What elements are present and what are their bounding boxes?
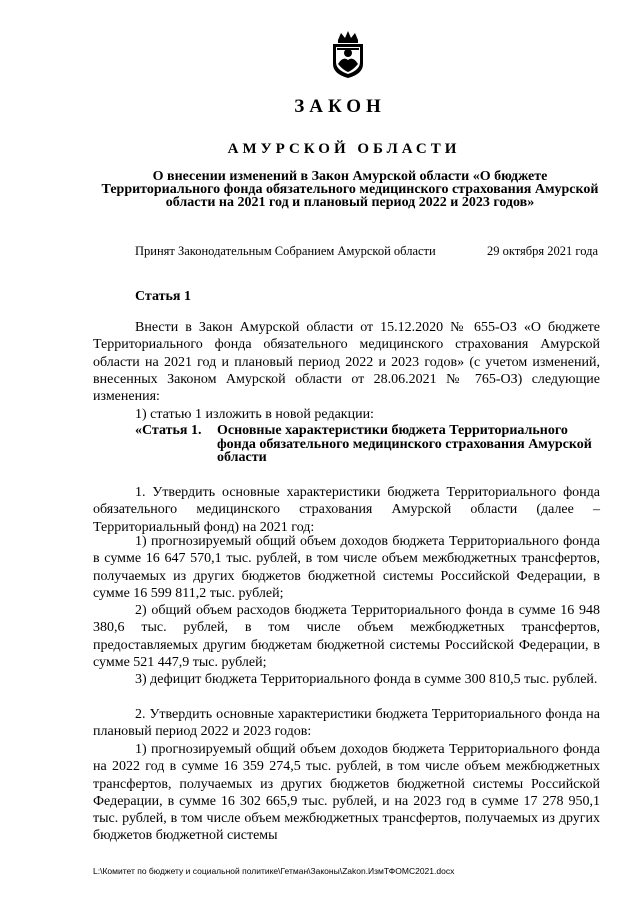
- adopted-date: 29 октября 2021 года: [486, 244, 598, 258]
- paragraph-1-item-3: 3) дефицит бюджета Территориального фонда в сумме 300 810,5 тыс. рублей.: [135, 672, 598, 687]
- article-1-label: «Статья 1.: [135, 423, 202, 438]
- article-heading: Статья 1: [135, 289, 191, 304]
- law-title: ЗАКОН: [294, 96, 386, 117]
- article-1-heading: [135, 424, 605, 465]
- region-title: АМУРСКОЙ ОБЛАСТИ: [227, 141, 461, 157]
- law-subtitle: О внесении изменений в Закон Амурской области «О бюджете Территориального фонда обязательного медицинского страхования Амурской области на 2021 год и плановый период 2022 и 2023 годов»: [101, 169, 599, 210]
- paragraph-1: 1. Утвердить основные характеристики бюджета Территориального фонда обязательного медицинского страхования Амурской области (далее – Территориальный фонд) на 2021 год:: [93, 485, 600, 535]
- paragraph-1-item-2: 2) общий объем расходов бюджета Территориального фонда в сумме 16 948 380,6 тыс. рублей, в том числе объем межбюджетных трансфертов, предоставляемых другим бюджетам бюджетной системы Российской Федерации, в сумме 521 447,9 тыс. рублей;: [93, 603, 600, 670]
- footer-file-path: L:\Комитет по бюджету и социальной политике\Гетман\Законы\Zakon.ИзмТФОМС2021.docx: [93, 866, 455, 876]
- paragraph-2-item-1: 1) прогнозируемый общий объем доходов бюджета Территориального фонда на 2022 год в сумме 16 359 274,5 тыс. рублей, в том числе объем межбюджетных трансфертов, получаемых из других бюджетов бюджетной системы Российской Федерации, в сумме 16 302 665,9 тыс. рублей, и на 2023 год в сумме 17 278 950,1 тыс. рублей, в том числе объем межбюджетных трансфертов, получаемых из других бюджетов бюджетной системы: [93, 742, 600, 844]
- paragraph-2: 2. Утвердить основные характеристики бюджета Территориального фонда на плановый период 2022 и 2023 годов:: [93, 707, 600, 740]
- paragraph-1-item-1: 1) прогнозируемый общий объем доходов бюджета Территориального фонда в сумме 16 647 570,1 тыс. рублей, в том числе объем межбюджетных трансфертов, получаемых из других бюджетов бюджетной системы Российской Федерации, в сумме 16 599 811,2 тыс. рублей;: [93, 534, 600, 601]
- coat-of-arms-icon: [328, 30, 368, 80]
- article-1-title: Основные характеристики бюджета Территориального фонда обязательного медицинского страхования Амурской области: [217, 423, 592, 465]
- intro-paragraph: Внести в Закон Амурской области от 15.12.2020 № 655-ОЗ «О бюджете Территориального фонда обязательного медицинского страхования Амурской области на 2021 год и плановый период 2022 и 2023 годов» (с учетом изменений, внесенных Законом Амурской области от 28.06.2021 № 765-ОЗ) следующие изменения:: [93, 320, 600, 405]
- adopted-by-text: Принят Законодательным Собранием Амурской области: [135, 244, 436, 258]
- item-1-paragraph: 1) статью 1 изложить в новой редакции:: [135, 407, 374, 422]
